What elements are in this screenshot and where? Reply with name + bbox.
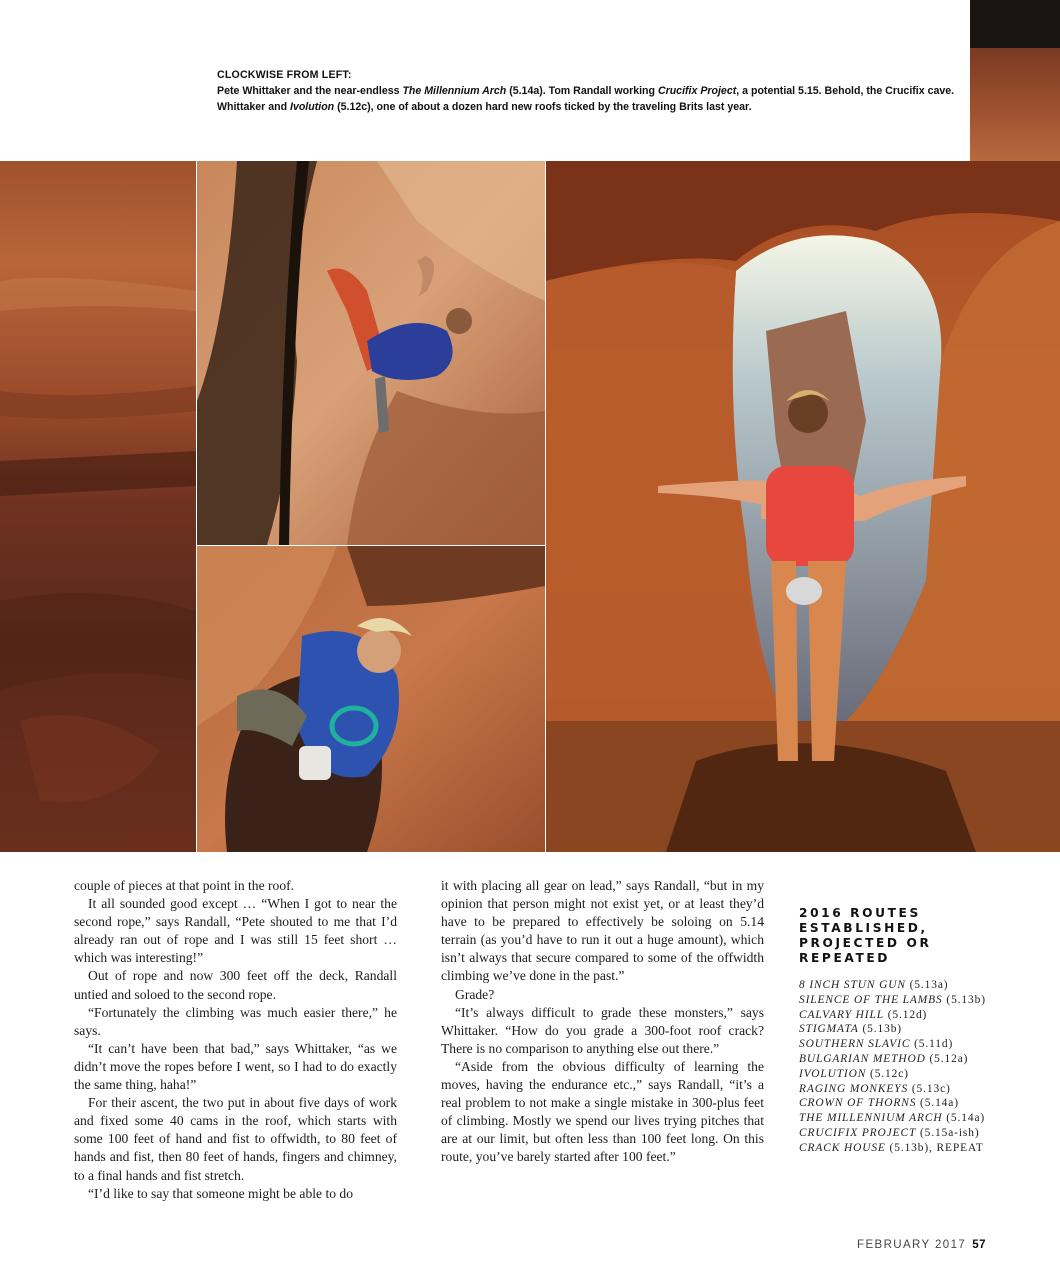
paragraph: “Aside from the obvious difficulty of learning the moves, having the endurance etc.,” says Randall, “it’s a real problem to not make a single mistake in 300-plus feet of climbing. Mostly we spend our lives trying pitches that are at our limit, but often less than 100 feet long. On this route, you’ve barely started after 100 feet.” — [441, 1058, 764, 1165]
page-folio — [857, 1239, 986, 1251]
photo-strip-top-right — [970, 48, 1060, 162]
route-item: CROWN OF THORNS (5.14a) — [799, 1097, 959, 1110]
route-item: STIGMATA (5.13b) — [799, 1023, 902, 1036]
paragraph: it with placing all gear on lead,” says Randall, “but in my opinion that person might not exist yet, or at least they’d have to be prepared to effectively be soloing on 5.14 terrain (as you’d have to run it out a huge amount), which isn’t always that secure compared to some of the offwidth climbing we’ve done in the past.” — [441, 878, 764, 984]
paragraph: Grade? — [455, 986, 495, 1002]
paragraph: “It’s always difficult to grade these monsters,” says Whittaker. “How do you grade a 300-foot roof crack? There is no comparison to anything else out there.” — [441, 1004, 764, 1056]
route-item: IVOLUTION (5.12c) — [799, 1067, 909, 1080]
crack-climber-photo — [197, 161, 545, 545]
routes-list — [799, 978, 1029, 1156]
article-column-1 — [74, 877, 397, 1203]
caption-text: Pete Whittaker and the near-endless The Millennium Arch (5.14a). Tom Randall working Crucifix Project, a potential 5.15. Behold, the Crucifix cave. Whittaker and Ivolution (5.12c), one of about a dozen hard new roofs ticked by the traveling Brits last year. — [217, 85, 955, 113]
paragraph: “It can’t have been that bad,” says Whittaker, “as we didn’t move the ropes before I went, so I had to do exactly the same thing, haha!” — [74, 1040, 397, 1093]
issue-date: FEBRUARY 2017 — [857, 1239, 967, 1251]
crucifix-cave-photo — [546, 161, 1060, 852]
red-rock-wall-photo — [0, 161, 196, 852]
article-column-2 — [441, 877, 764, 1167]
header-dark-bar — [970, 0, 1060, 48]
photo-caption — [217, 67, 962, 115]
route-item: 8 INCH STUN GUN (5.13a) — [799, 979, 949, 991]
route-item: CRACK HOUSE (5.13b), REPEAT — [799, 1141, 984, 1154]
paragraph: Out of rope and now 300 feet off the deck, Randall untied and soloed to the second rope. — [74, 968, 397, 1002]
page-number: 57 — [972, 1239, 986, 1251]
route-item: RAGING MONKEYS (5.13c) — [799, 1082, 951, 1095]
route-item: SILENCE OF THE LAMBS (5.13b) — [799, 993, 986, 1006]
route-item: SOUTHERN SLAVIC (5.11d) — [799, 1038, 954, 1051]
paragraph: “Fortunately the climbing was much easier there,” he says. — [74, 1004, 397, 1038]
route-item: CRUCIFIX PROJECT (5.15a-ish) — [799, 1126, 980, 1139]
offwidth-climber-photo — [197, 546, 545, 852]
route-item: BULGARIAN METHOD (5.12a) — [799, 1052, 969, 1065]
route-item: CALVARY HILL (5.12d) — [799, 1008, 928, 1021]
paragraph: It all sounded good except … “When I got to near the second rope,” says Randall, “Pete shouted to me that I’d already ran out of rope and I was still 15 feet short … which was interesting!” — [74, 896, 397, 966]
paragraph: For their ascent, the two put in about five days of work and fixed some 40 cams in the roof, which starts with some 100 feet of hand and fist to offwidth, to 80 feet of hands and fist, then 80 feet of hands, fingers and chimney, to a final hands and fist stretch. — [74, 1095, 397, 1183]
route-item: THE MILLENNIUM ARCH (5.14a) — [799, 1112, 986, 1125]
paragraph: “I’d like to say that someone might be able to do — [88, 1185, 354, 1201]
sidebar-title: 2016 ROUTES ESTABLISHED, PROJECTED OR REPEATED — [799, 906, 932, 965]
caption-heading: CLOCKWISE FROM LEFT: — [217, 69, 352, 81]
paragraph: couple of pieces at that point in the roof. — [74, 878, 295, 893]
